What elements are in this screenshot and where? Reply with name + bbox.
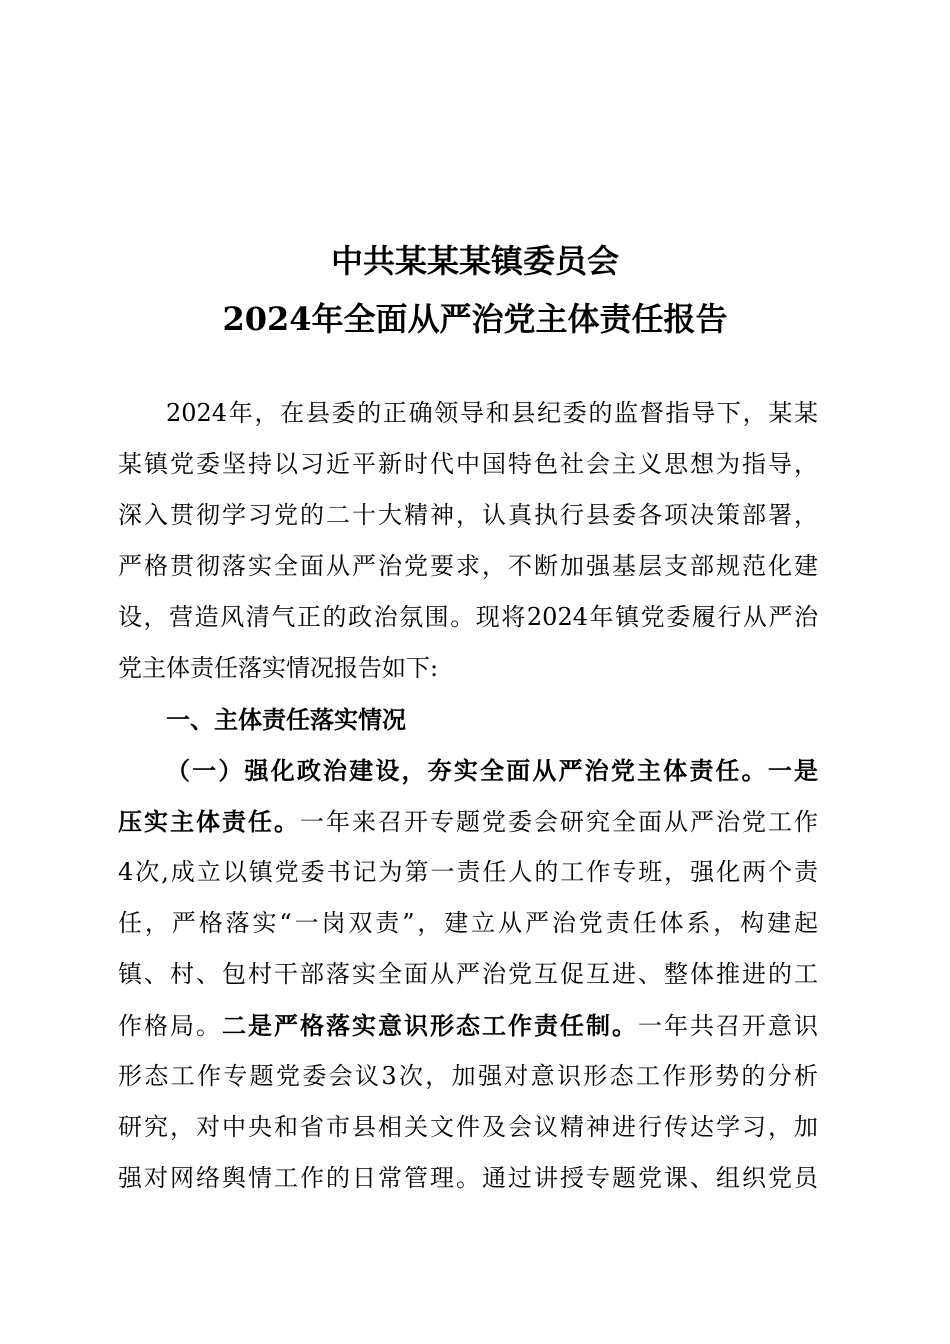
intro-line-4: 严格贯彻落实全面从严治党要求，不断加强基层支部规范化建 — [118, 552, 818, 580]
sub1-line-7: 形态工作专题党委会议3次，加强对意识形态工作形势的分析 — [118, 1062, 818, 1090]
section-heading: 一、主体责任落实情况 — [166, 705, 406, 734]
sub1-line-5: 镇、村、包村干部落实全面从严治党互促互进、整体推进的工 — [118, 960, 818, 988]
sub1-line-6-bold: 二是严格落实意识形态工作责任制。 — [222, 1011, 638, 1040]
sub1-line-2-rest: 一年来召开专题党委会研究全面从严治党工作 — [300, 808, 818, 836]
intro-line-3: 深入贯彻学习党的二十大精神，认真执行县委各项决策部署， — [118, 501, 818, 529]
sub1-line-1: （一）强化政治建设，夯实全面从严治党主体责任。一是 — [166, 756, 818, 785]
sub1-line-6-rest: 一年共召开意识 — [638, 1012, 818, 1040]
sub1-line-3: 4次,成立以镇党委书记为第一责任人的工作专班，强化两个责 — [118, 858, 818, 886]
intro-line-5: 设，营造风清气正的政治氛围。现将2024年镇党委履行从严治 — [118, 603, 818, 631]
sub1-line-6-pre: 作格局。 — [118, 1012, 222, 1040]
title-line-1: 中共某某某镇委员会 — [330, 242, 619, 280]
sub1-line-9: 强对网络舆情工作的日常管理。通过讲授专题党课、组织党员 — [118, 1164, 818, 1192]
sub1-line-8: 研究，对中央和省市县相关文件及会议精神进行传达学习，加 — [118, 1113, 818, 1141]
report-title — [0, 232, 950, 348]
sub1-line-2 — [118, 796, 818, 847]
intro-line-6: 党主体责任落实情况报告如下: — [118, 654, 439, 682]
sub1-line-6 — [118, 1000, 818, 1051]
sub1-line-4: 任，严格落实“一岗双责”，建立从严治党责任体系，构建起 — [118, 909, 818, 937]
intro-line-1: 2024年，在县委的正确领导和县纪委的监督指导下，某某 — [166, 399, 818, 427]
intro-line-2: 某镇党委坚持以习近平新时代中国特色社会主义思想为指导， — [118, 450, 818, 478]
sub1-line-2-bold: 压实主体责任。 — [118, 807, 300, 836]
report-body — [118, 388, 818, 1204]
title-line-2: 2024年全面从严治党主体责任报告 — [222, 300, 728, 338]
